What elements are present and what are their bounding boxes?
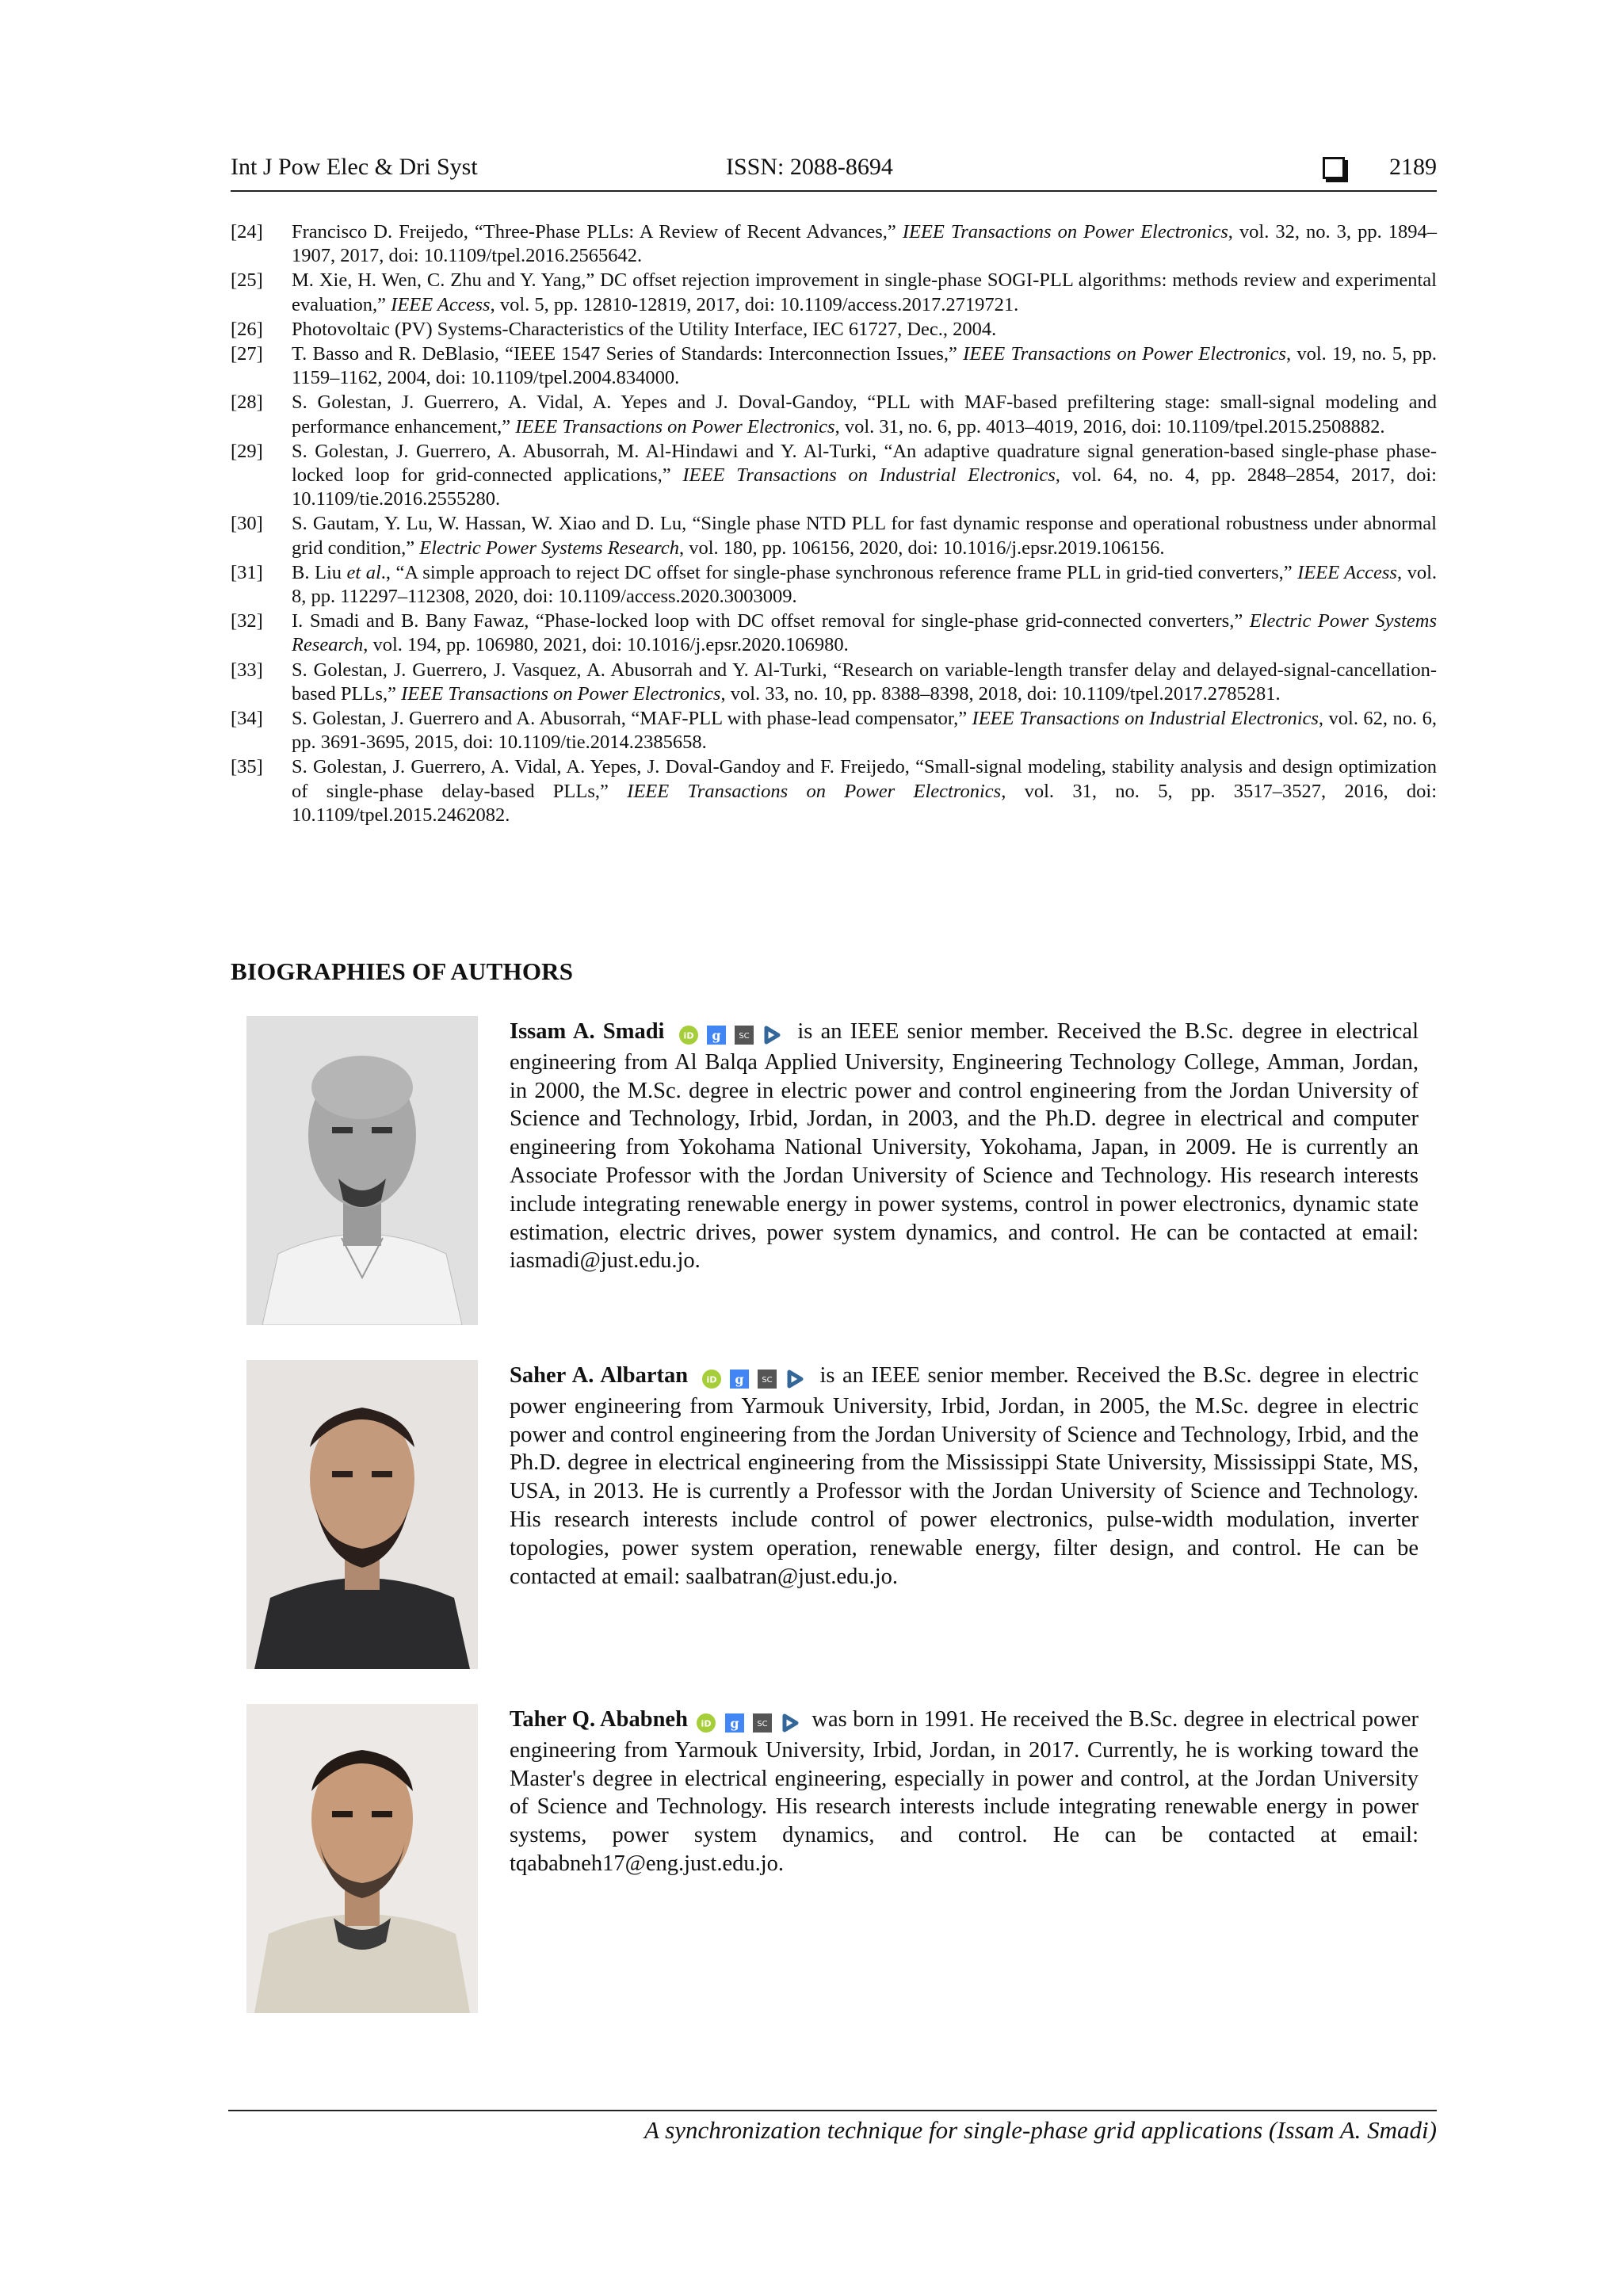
google-scholar-icon[interactable] bbox=[707, 1026, 726, 1045]
reference-item bbox=[231, 391, 1437, 438]
reference-venue: IEEE Transactions on Power Electronics bbox=[627, 780, 1002, 802]
reference-text: S. Gautam, Y. Lu, W. Hassan, W. Xiao and D. Lu, “Single phase NTD PLL for fast dynamic response and operational robustness under abnormal grid condition,” Electric Power Systems Research, vol. 180, pp. 106156, 2020, doi: 10.1016/j.epsr.2019.106156. bbox=[292, 513, 1437, 559]
reference-number: [33] bbox=[231, 659, 263, 681]
page-number: 2189 bbox=[1389, 154, 1437, 180]
scopus-icon[interactable] bbox=[753, 1713, 772, 1733]
author-biography bbox=[246, 1704, 1437, 2021]
reference-number: [30] bbox=[231, 513, 263, 535]
reference-item bbox=[231, 318, 1437, 342]
page-header bbox=[231, 154, 1437, 192]
reference-number: [29] bbox=[231, 440, 263, 462]
running-title: A synchronization technique for single-phase grid applications (Issam A. Smadi) bbox=[644, 2116, 1437, 2144]
reference-venue: IEEE Transactions on Power Electronics bbox=[515, 415, 835, 437]
svg-text:iD: iD bbox=[701, 1718, 712, 1729]
reference-venue: IEEE Transactions on Power Electronics bbox=[902, 221, 1228, 243]
reference-text: S. Golestan, J. Guerrero, A. Vidal, A. Yepes, J. Doval-Gandoy and F. Freijedo, “Small-signal modeling, stability analysis and design optimization of single-phase delay-based PLLs,” IEEE Transactions on Power Electronics, vol. 31, no. 5, pp. 3517‒3527, 2016, doi: 10.1109/tpel.2015.2462082. bbox=[292, 756, 1438, 826]
author-name: Issam A. Smadi bbox=[510, 1019, 665, 1044]
reference-number: [24] bbox=[231, 221, 263, 243]
author-photo bbox=[246, 1360, 478, 1669]
reference-venue: IEEE Access bbox=[391, 293, 491, 315]
profile-icons bbox=[702, 1364, 808, 1392]
author-name: Saher A. Albartan bbox=[510, 1363, 689, 1388]
publons-icon[interactable] bbox=[781, 1713, 800, 1733]
svg-text:g: g bbox=[712, 1028, 721, 1044]
reference-text: B. Liu et al., “A simple approach to reject DC offset for single-phase synchronous reference frame PLL in grid-tied converters,” IEEE Access, vol. 8, pp. 112297‒112308, 2020, doi: 10.1109/access.2020.3003009. bbox=[292, 561, 1438, 608]
svg-text:g: g bbox=[730, 1716, 739, 1732]
reference-number: [25] bbox=[231, 269, 263, 292]
reference-text: Photovoltaic (PV) Systems-Characteristics of the Utility Interface, IEC 61727, Dec., 2004. bbox=[292, 318, 997, 340]
reference-venue: IEEE Access bbox=[1297, 561, 1397, 583]
author-photo bbox=[246, 1704, 478, 2013]
reference-number: [34] bbox=[231, 708, 263, 730]
reference-venue: Electric Power Systems Research bbox=[292, 610, 1437, 656]
reference-number: [31] bbox=[231, 561, 263, 583]
author-biography bbox=[246, 1016, 1437, 1333]
publons-icon[interactable] bbox=[762, 1026, 781, 1045]
journal-name: Int J Pow Elec & Dri Syst bbox=[231, 154, 478, 180]
google-scholar-icon[interactable] bbox=[730, 1370, 749, 1389]
reference-item bbox=[231, 342, 1437, 390]
reference-text: S. Golestan, J. Guerrero, A. Abusorrah, M. Al-Hindawi and Y. Al-Turki, “An adaptive quadrature signal generation-based single-phase phase-locked loop for grid-connected applications,” IEEE Transactions on Industrial Electronics, vol. 64, no. 4, pp. 2848‒2854, 2017, doi: 10.1109/tie.2016.2555280. bbox=[292, 440, 1437, 510]
orcid-icon[interactable] bbox=[702, 1370, 721, 1389]
reference-item bbox=[231, 707, 1437, 755]
author-name: Taher Q. Ababneh bbox=[510, 1707, 688, 1732]
references-list bbox=[231, 220, 1437, 828]
biography-body: is an IEEE senior member. Received the B.Sc. degree in electric power engineering from Yarmouk University, Irbid, Jordan, in 2005, the M.Sc. degree in electric power and control engineering from the Jordan University of Science and Technology, Irbid, and the Ph.D. degree in electrical engineering from the Mississippi State University, Mississippi State, MS, USA, in 2013. He is currently a Professor with the Jordan University of Science and Technology. His research interests include control of power electronics, pulse-width modulation, inverter topologies, power system operation, renewable energy, filter design, and control. He can be contacted at email: saalbatran@just.edu.jo. bbox=[510, 1363, 1419, 1589]
reference-number: [27] bbox=[231, 343, 263, 365]
svg-text:iD: iD bbox=[683, 1030, 694, 1041]
orcid-icon[interactable] bbox=[697, 1713, 716, 1733]
reference-item bbox=[231, 609, 1437, 657]
reference-number: [35] bbox=[231, 756, 263, 778]
reference-venue: Electric Power Systems Research bbox=[419, 537, 679, 559]
biography-body: is an IEEE senior member. Received the B.Sc. degree in electrical engineering from Al Balqa Applied University, Engineering Technology College, Amman, Jordan, in 2000, the M.Sc. degree in electric power and control engineering from the Jordan University of Science and Technology, Irbid, Jordan, in 2003, and the Ph.D. degree in electrical and computer engineering from Yokohama National University, Yokohama, Japan, in 2009. He is currently an Associate Professor with the Jordan University of Science and Technology. His research interests include integrating renewable energy in power systems, control in power electronics, dynamic state estimation, electric drives, power system dynamics, and control. He can be contacted at email: iasmadi@just.edu.jo. bbox=[510, 1019, 1419, 1274]
biography-text bbox=[510, 1706, 1419, 1878]
author-photo bbox=[246, 1016, 478, 1325]
svg-text:SC: SC bbox=[762, 1376, 773, 1385]
orcid-icon[interactable] bbox=[679, 1026, 698, 1045]
reference-text: S. Golestan, J. Guerrero, A. Vidal, A. Yepes and J. Doval-Gandoy, “PLL with MAF-based prefiltering stage: small-signal modeling and performance enhancement,” IEEE Transactions on Power Electronics, vol. 31, no. 6, pp. 4013‒4019, 2016, doi: 10.1109/tpel.2015.2508882. bbox=[292, 392, 1437, 437]
reference-number: [28] bbox=[231, 392, 263, 414]
reference-item bbox=[231, 512, 1437, 560]
reference-venue: IEEE Transactions on Power Electronics bbox=[963, 343, 1286, 365]
publons-icon[interactable] bbox=[785, 1370, 804, 1389]
svg-text:iD: iD bbox=[706, 1374, 717, 1385]
issn: ISSN: 2088-8694 bbox=[726, 154, 893, 180]
scopus-icon[interactable] bbox=[758, 1370, 777, 1389]
reference-text: I. Smadi and B. Bany Fawaz, “Phase-locked loop with DC offset removal for single-phase grid-connected converters,” Electric Power Systems Research, vol. 194, pp. 106980, 2021, doi: 10.1016/j.epsr.2020.106980. bbox=[292, 610, 1437, 656]
svg-text:g: g bbox=[735, 1372, 744, 1388]
reference-venue: IEEE Transactions on Industrial Electronics bbox=[972, 708, 1319, 730]
reference-item bbox=[231, 561, 1437, 609]
profile-icons bbox=[679, 1020, 785, 1049]
reference-text: T. Basso and R. DeBlasio, “IEEE 1547 Series of Standards: Interconnection Issues,” IEEE Transactions on Power Electronics, vol. 19, no. 5, pp. 1159‒1162, 2004, doi: 10.1109/tpel.2004.834000. bbox=[292, 343, 1438, 389]
biography-text bbox=[510, 1018, 1419, 1275]
reference-item bbox=[231, 269, 1437, 316]
reference-item bbox=[231, 440, 1437, 512]
reference-number: [26] bbox=[231, 318, 263, 340]
reference-text: Francisco D. Freijedo, “Three-Phase PLLs: A Review of Recent Advances,” IEEE Transactions on Power Electronics, vol. 32, no. 3, pp. 1894‒1907, 2017, doi: 10.1109/tpel.2016.2565642. bbox=[292, 221, 1437, 267]
reference-text: S. Golestan, J. Guerrero, J. Vasquez, A. Abusorrah and Y. Al-Turki, “Research on variable-length transfer delay and delayed-signal-cancellation-based PLLs,” IEEE Transactions on Power Electronics, vol. 33, no. 10, pp. 8388‒8398, 2018, doi: 10.1109/tpel.2017.2785281. bbox=[292, 659, 1437, 705]
reference-item bbox=[231, 220, 1437, 268]
reference-number: [32] bbox=[231, 610, 263, 632]
author-biography bbox=[246, 1360, 1437, 1677]
reference-text: M. Xie, H. Wen, C. Zhu and Y. Yang,” DC offset rejection improvement in single-phase SOGI-PLL algorithms: methods review and experimental evaluation,” IEEE Access, vol. 5, pp. 12810-12819, 2017, doi: 10.1109/access.2017.2719721. bbox=[292, 269, 1437, 315]
profile-icons bbox=[697, 1708, 802, 1736]
footer-rule bbox=[228, 2110, 1437, 2111]
reference-item bbox=[231, 755, 1437, 827]
biography-text bbox=[510, 1362, 1419, 1591]
reference-item bbox=[231, 659, 1437, 706]
reference-venue: IEEE Transactions on Industrial Electronics bbox=[682, 464, 1056, 487]
svg-text:SC: SC bbox=[739, 1032, 750, 1041]
reference-venue: IEEE Transactions on Power Electronics bbox=[401, 682, 721, 705]
checkbox-square-icon bbox=[1323, 157, 1345, 179]
svg-text:SC: SC bbox=[757, 1720, 768, 1729]
biography-body: was born in 1991. He received the B.Sc. degree in electrical power engineering from Yarmouk University, Irbid, Jordan, in 2017. Currently, he is working toward the Master's degree in electrical engineering, especially in power and control, at the Jordan University of Science and Technology. His research interests include integrating renewable energy in power systems, power system dynamics, and control. He can be contacted at email: tqababneh17@eng.just.edu.jo. bbox=[510, 1707, 1419, 1876]
google-scholar-icon[interactable] bbox=[725, 1713, 744, 1733]
scopus-icon[interactable] bbox=[735, 1026, 754, 1045]
biographies-heading: BIOGRAPHIES OF AUTHORS bbox=[231, 957, 574, 985]
reference-text: S. Golestan, J. Guerrero and A. Abusorrah, “MAF-PLL with phase-lead compensator,” IEEE Transactions on Industrial Electronics, vol. 62, no. 6, pp. 3691-3695, 2015, doi: 10.1109/tie.2014.2385658. bbox=[292, 708, 1437, 754]
